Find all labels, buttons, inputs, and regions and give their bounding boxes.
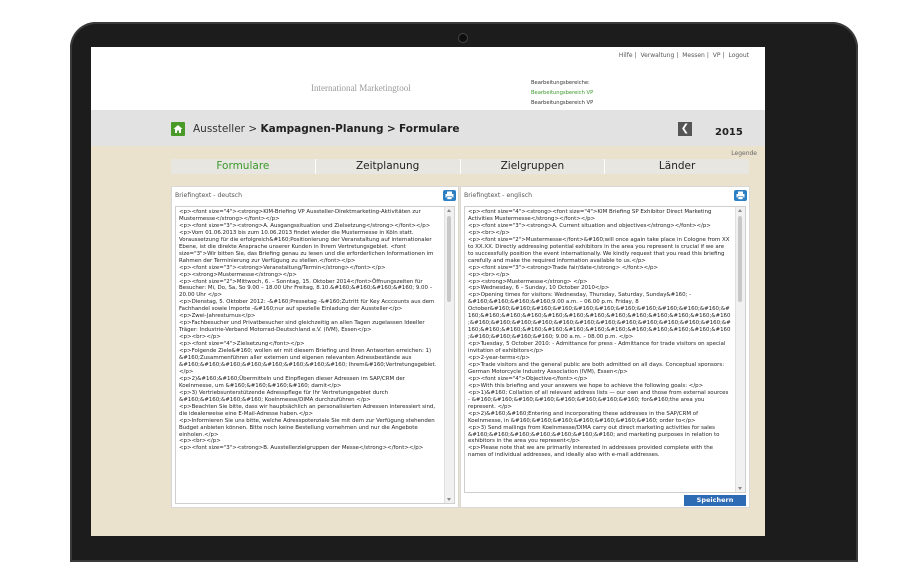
tab-laender[interactable]: Länder <box>658 160 696 172</box>
link-vp[interactable]: VP <box>712 52 721 59</box>
breadcrumb <box>193 123 460 135</box>
app-window <box>91 47 765 536</box>
scroll-thumb[interactable] <box>738 216 742 302</box>
link-hilfe[interactable]: Hilfe <box>618 52 633 59</box>
camera-icon <box>458 33 468 43</box>
tab-zeitplanung[interactable]: Zeitplanung <box>316 159 461 174</box>
breadcrumb-separator: > <box>386 123 396 135</box>
breadcrumb-kampagnen[interactable]: Kampagnen-Planung <box>260 123 384 135</box>
panel-title-de: Briefingtext - deutsch <box>175 192 243 199</box>
save-button[interactable]: Speichern <box>684 495 746 506</box>
breadcrumb-bar <box>91 110 765 146</box>
briefing-text-en: <p><font size="4"><strong><font size="4">KIM Briefing SP Exhibitor Direct Marketing Activities Mustermesse</strong></font></p> <p><font size="3"><strong>A. Current situation and objectives</strong></font></p> <p><br></p> <p><font size="2">Mustermesse</font>&#160;will once again take place in Cologne from XX to XX.XX. Directly addressing potential exhibitors in the area you represent is crucial if we are to successfully position the event internationally. We kindly request that you read this briefing carefully and make the required information available to us.</p> <p><font size="3"><strong>Trade fair/date</strong> </font></p> <p><br></p> <p><strong>Mustermesse</strong> </p> <p>Wednesday, 6 – Sunday, 10 October 2010</p> <p>Opening times for visitors: Wednesday, Thursday, Saturday, Sunday&#160; - &#160;&#160;&#160;&#160;9.00 a.m. – 06.00 p.m. Friday, 8 October&#160;&#160;&#160;&#160;&#160;&#160;&#160;&#160;&#160;&#160;&#160;&#160;&#160;&#160;&#160;&#160;&#160;&#160;&#160;&#160;&#160;&#160;&#160;&#160;&#160;&#160;&#160;&#160;&#160;&#160;&#160;&#160;&#160;&#160;&#160;&#160;&#160;&#160;&#160;&#160;&#160;&#160;&#160;&#160;&#160;&#160;&#160;&#160;&#160;&#160;&#160;&#160;&#160; 9.00 a.m. – 08.00 p.m. </p> <p>Tuesday, 5 October 2010: - Admittance for press - Admittance for trade visitors on special invitation of exhibitors</p> <p>2-year-terms</p> <p>Trade visitors and the general public are both admitted on all days. Conceptual sponsors: German Motorcycle Industry Association (IVM), Essen</p> <p><font size="4">Objective</font></p> <p>With this briefing and your answers we hope to achieve the following goals: </p> <p>1)&#160; Collation of all relevant address lists — our own and those from external sources - &#160;&#160;&#160;&#160;&#160;&#160;&#160;&#160; for&#160;the area you represent. </p> <p>2)&#160;&#160;Entering and incorporating these addresses in the SAP/CRM of Koelnmesse, in &#160;&#160;&#160;&#160;&#160;&#160;&#160; order to</p> <p>3) Send mailings from Koelnmesse/DIMA carry out direct marketing activities for sales &#160;&#160;&#160;&#160;&#160;&#160;&#160; and marketing purposes in relation to exhibitors in the area you represent</p> <p>Please note that we are primarily interested in addresses provided complete with the names of individual addresses, and ideally also with e-mail addresses. <box>468 209 731 459</box>
print-icon[interactable] <box>734 190 747 201</box>
home-icon[interactable] <box>171 122 185 136</box>
top-links: Hilfe | Verwaltung | Messen | VP | Logout <box>618 52 749 59</box>
scrollbar[interactable] <box>735 207 745 492</box>
panel-title-en: Briefingtext - englisch <box>464 192 533 199</box>
scroll-up-icon[interactable] <box>447 209 451 212</box>
scroll-up-icon[interactable] <box>738 209 742 212</box>
scroll-down-icon[interactable] <box>738 487 742 490</box>
bereich-label: Bearbeitungsbereiche: <box>531 80 590 86</box>
tab-formulare[interactable]: Formulare <box>171 159 316 174</box>
print-icon[interactable] <box>443 190 456 201</box>
tab-bar <box>171 159 749 174</box>
year-label: 2015 <box>715 127 743 138</box>
breadcrumb-separator: > <box>248 123 258 135</box>
app-title: International Marketingtool <box>311 83 411 93</box>
scrollbar[interactable] <box>444 207 454 503</box>
tab-zielgruppen[interactable]: Zielgruppen <box>461 159 606 174</box>
scroll-down-icon[interactable] <box>447 498 451 501</box>
link-logout[interactable]: Logout <box>728 52 749 59</box>
bereich-item-active[interactable]: Bearbeitungsbereich VP <box>531 90 594 96</box>
back-arrow-icon[interactable]: ❮ <box>678 122 692 136</box>
link-verwaltung[interactable]: Verwaltung <box>640 52 675 59</box>
briefing-textarea-de[interactable] <box>175 206 455 504</box>
scroll-thumb[interactable] <box>447 216 451 302</box>
link-messen[interactable]: Messen <box>682 52 705 59</box>
main-content <box>91 146 765 536</box>
briefing-panel-de <box>171 186 459 508</box>
legende-link[interactable]: Legende <box>731 150 757 157</box>
briefing-text-de: <p><font size="4"><strong>KIM-Briefing VP Aussteller-Direktmarketing-Aktivitäten zur Mustermesse</strong></font></p> <p><font size="3"><strong>A. Ausgangssituation und Zielsetzung</strong></font></p> <p>Vom 01.06.2013 bis zum 10.06.2013 findet wieder die Mustermesse in Köln statt. Voraussetzung für die erfolgreich&#160;Positionierung der Veranstaltung auf internationaler Ebene, ist die direkte Ansprache unserer Kunden in Ihrem Vertretungsgebiet. <font size="3">Wir bitten Sie, das Briefing genau zu lesen und die erforderlichen Informationen im Rahmen der Terminierung zur Verfügung zu stellen.</font></p> <p><font size="3"><strong>Veranstaltung/Termin</strong></font></p> <p><strong>Mustermesse</strong></p> <p><font size="2">Mittwoch, 6. – Sonntag, 15. Oktober 2014</font>Öffnungszeiten für Besucher: Mi, Do, Sa, So 9.00 – 18.00 Uhr Freitag, 8.10.&#160;&#160;&#160;&#160; 9.00 – 20.00 Uhr </p> <p>Dienstag, 5. Oktober 2012: -&#160;Pressetag -&#160;Zutritt für Key Acccounts aus dem Fachhandel sowie Importe -&#160;nur auf spezielle Einladung der Aussteller</p> <p>Zwei-Jahresturnus</p> <p>Fachbesucher und Privatbesucher sind gleichzeitig an allen Tagen zugelassen Ideeller Träger: Industrie-Verband Motorrad-Deutschland e.V. (IVM), Essen</p> <p><br></p> <p><font size="4">Zielsetzung</font></p> <p>Folgende Ziele&#160; wollen wir mit diesem Briefing und Ihren Antworten erreichen: 1) &#160;Zusammenführen aller externen und eigenen relevanten Adressbestände aus &#160;&#160;&#160;&#160;&#160;&#160;&#160;&#160; Ihrem&#160;Vertretungsgebiet. </p> <p>2)&#160;&#160;Übermitteln und Einpflegen dieser Adressen im SAP/CRM der Koelnmesse, um &#160;&#160;&#160;&#160; damit</p> <p>3) Vertriebsunterstützende Adresspflege für Ihr Vertretungsgebiet durch &#160;&#160;&#160;&#160; Koelnmesse/DIMA durchzuführen </p> <p>Beachten Sie bitte, dass wir hauptsächlich an personalisierten Adressen interessiert sind, die idealerweise eine E-Mail-Adresse haben.</p> <p>Informieren Sie uns bitte, welche Adresspotenziale Sie mit dem zur Verfügung stehenden Budget anbieten können. Bitte noch keine Bestellung vornehmen und nur die Angebote einholen.</p> <p><br></p> <p><font size="3"><strong>B. Ausstellerzielgruppen der Messe</strong></font></p> <box>179 209 437 452</box>
breadcrumb-formulare: Formulare <box>399 123 460 135</box>
breadcrumb-aussteller[interactable]: Aussteller <box>193 123 245 135</box>
briefing-panel-en <box>460 186 750 508</box>
bereich-item[interactable]: Bearbeitungsbereich VP <box>531 100 594 106</box>
briefing-textarea-en[interactable] <box>464 206 746 493</box>
